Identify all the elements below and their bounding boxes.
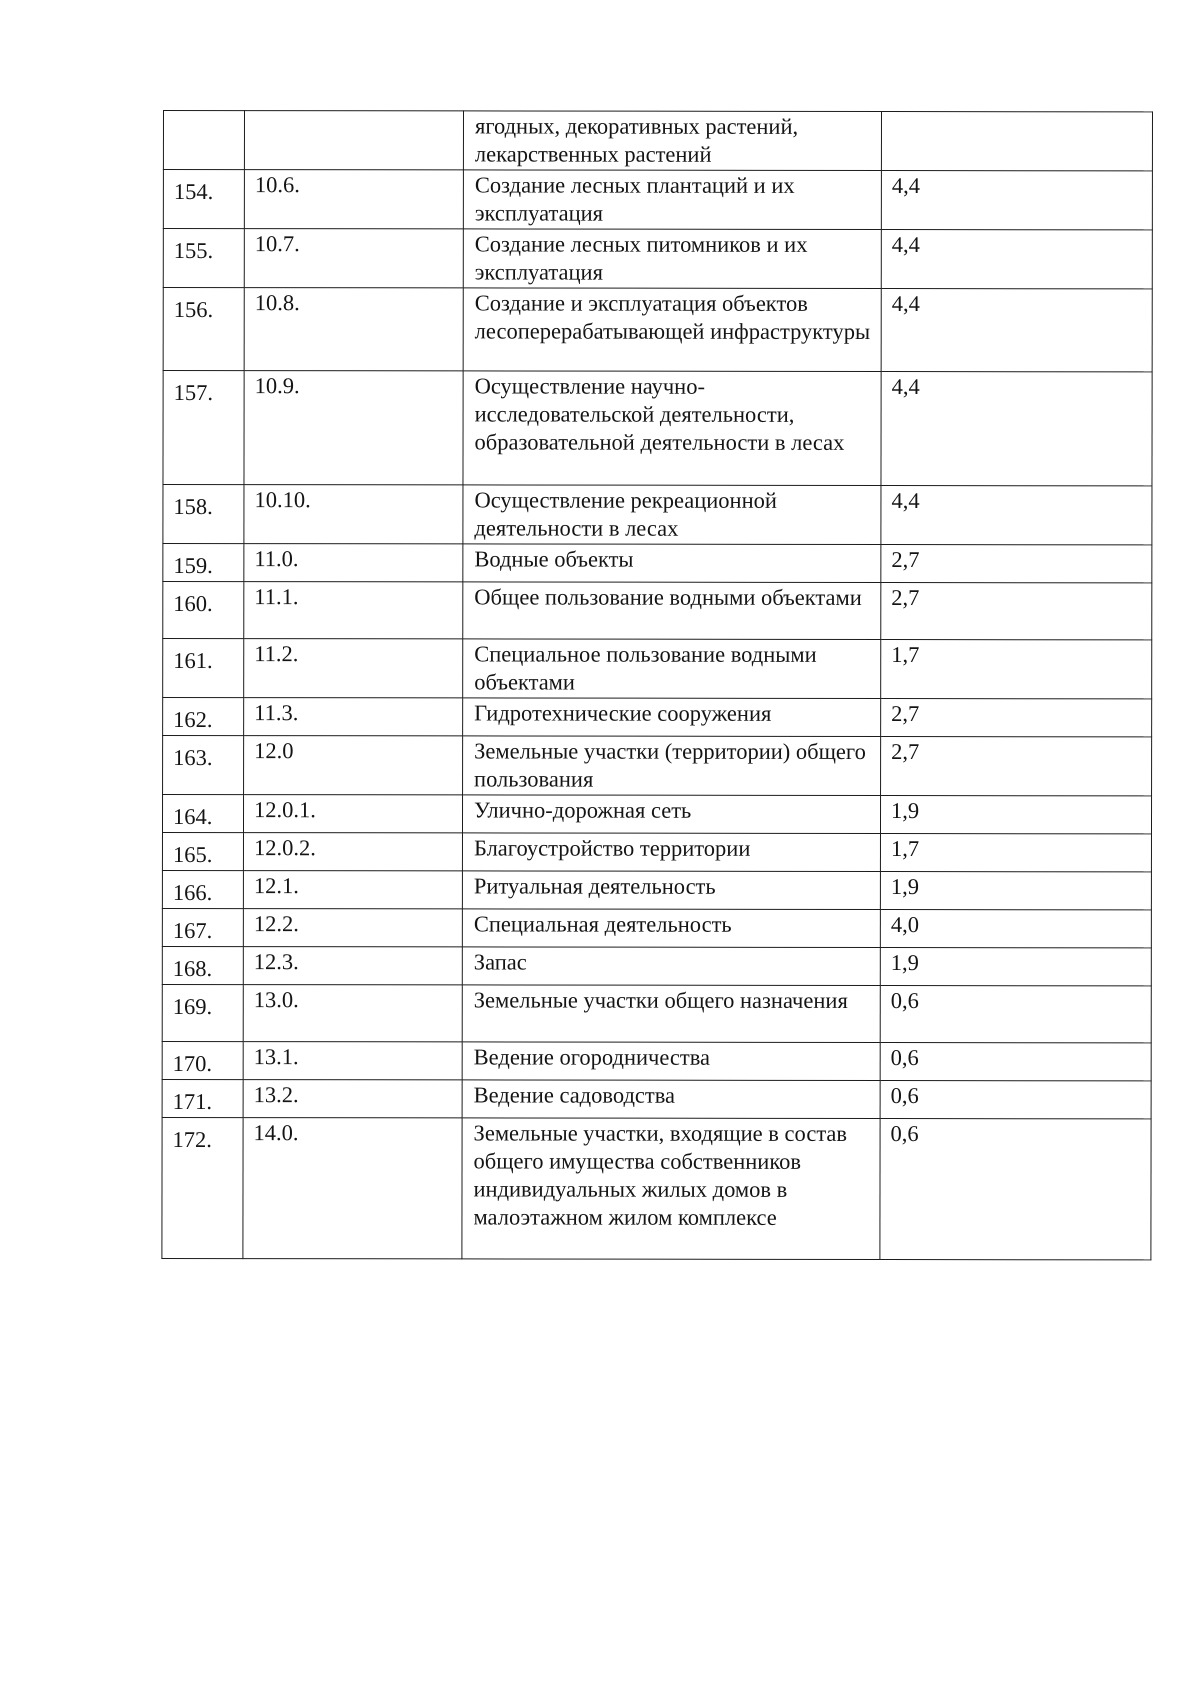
description-cell: Гидротехнические сооружения (463, 698, 881, 737)
table-row (163, 582, 1152, 640)
table-row (163, 639, 1152, 699)
row-number-cell: 159. (163, 544, 244, 582)
description-cell: Водные объекты (463, 544, 881, 583)
table-row (163, 544, 1152, 583)
code-cell: 10.9. (244, 371, 463, 485)
coefficient-cell: 4,4 (881, 230, 1152, 289)
coefficient-cell: 0,6 (880, 986, 1151, 1043)
row-number-cell: 170. (162, 1041, 243, 1079)
code-cell: 12.0.2. (243, 833, 462, 871)
description-cell: Земельные участки (территории) общего пользования (463, 736, 881, 796)
coefficient-cell: 0,6 (880, 1043, 1151, 1081)
table-row (162, 946, 1151, 985)
code-cell: 10.10. (244, 485, 463, 544)
code-cell: 13.0. (243, 985, 462, 1042)
description-cell: Создание лесных плантаций и их эксплуатация (463, 170, 881, 230)
coefficient-cell: 4,4 (881, 486, 1152, 545)
coefficient-cell: 1,7 (881, 640, 1152, 699)
row-number-cell: 166. (162, 870, 243, 908)
row-number-cell: 157. (163, 371, 244, 485)
coefficient-cell: 1,9 (880, 948, 1151, 986)
row-number-cell: 171. (162, 1079, 243, 1117)
code-cell: 13.1. (243, 1042, 462, 1080)
row-number-cell: 156. (163, 288, 244, 371)
code-cell: 10.6. (244, 170, 463, 229)
land-use-table (161, 110, 1153, 1260)
row-number-cell: 169. (162, 984, 243, 1041)
row-number-cell: 168. (162, 946, 243, 984)
code-cell: 14.0. (243, 1118, 462, 1259)
code-cell: 11.1. (244, 582, 463, 639)
coefficient-cell (881, 112, 1152, 171)
description-cell: Осуществление рекреационной деятельности в лесах (463, 485, 881, 545)
coefficient-cell: 2,7 (881, 699, 1152, 737)
coefficient-cell: 2,7 (881, 583, 1152, 640)
description-cell: Ведение садоводства (462, 1080, 880, 1119)
row-number-cell: 161. (163, 639, 244, 698)
code-cell: 12.1. (243, 871, 462, 909)
table-row (163, 288, 1152, 372)
table-row (163, 170, 1152, 230)
code-cell: 13.2. (243, 1080, 462, 1118)
row-number-cell: 163. (163, 736, 244, 795)
description-cell: Создание и эксплуатация объектов лесоперерабатывающей инфраструктуры (463, 288, 881, 372)
row-number-cell: 164. (162, 795, 243, 833)
row-number-cell: 155. (163, 229, 244, 288)
row-number-cell: 172. (162, 1117, 243, 1258)
coefficient-cell: 4,4 (881, 171, 1152, 230)
description-cell: Запас (462, 947, 880, 986)
code-cell: 11.2. (244, 639, 463, 698)
table-row (162, 908, 1151, 947)
table-row (162, 984, 1151, 1042)
code-cell (244, 111, 463, 170)
description-cell: ягодных, декоративных растений, лекарственных растений (463, 111, 881, 171)
code-cell: 11.0. (244, 544, 463, 582)
coefficient-cell: 4,4 (881, 289, 1152, 372)
table-row (162, 870, 1151, 909)
coefficient-cell: 0,6 (880, 1081, 1151, 1119)
table-row (162, 1079, 1151, 1118)
row-number-cell: 167. (162, 908, 243, 946)
table-row (162, 1041, 1151, 1080)
coefficient-cell: 4,0 (880, 910, 1151, 948)
coefficient-cell: 1,7 (880, 834, 1151, 872)
coefficient-cell: 1,9 (880, 872, 1151, 910)
description-cell: Земельные участки, входящие в состав общего имущества собственников индивидуальных жилых домов в малоэтажном жилом комплексе (462, 1118, 880, 1260)
table-row (163, 111, 1152, 171)
code-cell: 10.8. (244, 288, 463, 371)
table-row (163, 485, 1152, 545)
code-cell: 12.0 (244, 736, 463, 795)
row-number-cell: 165. (162, 833, 243, 871)
table-row (162, 795, 1151, 834)
description-cell: Ритуальная деятельность (462, 871, 880, 910)
description-cell: Земельные участки общего назначения (462, 985, 880, 1043)
table-row (163, 736, 1152, 796)
description-cell: Осуществление научно-исследовательской деятельности, образовательной деятельности в лесах (463, 371, 881, 486)
row-number-cell: 162. (163, 698, 244, 736)
code-cell: 12.0.1. (243, 795, 462, 833)
table-row (162, 833, 1151, 872)
table-row (163, 698, 1152, 737)
code-cell: 12.2. (243, 909, 462, 947)
table-body (162, 111, 1153, 1260)
coefficient-cell: 2,7 (881, 737, 1152, 796)
code-cell: 11.3. (244, 698, 463, 736)
row-number-cell (163, 111, 244, 170)
coefficient-cell: 4,4 (881, 372, 1152, 486)
row-number-cell: 160. (163, 582, 244, 639)
description-cell: Специальная деятельность (462, 909, 880, 948)
coefficient-cell: 0,6 (880, 1119, 1151, 1260)
code-cell: 12.3. (243, 947, 462, 985)
row-number-cell: 158. (163, 485, 244, 544)
description-cell: Общее пользование водными объектами (463, 582, 881, 640)
description-cell: Благоустройство территории (462, 833, 880, 872)
coefficient-cell: 2,7 (881, 545, 1152, 583)
table-row (163, 371, 1152, 486)
description-cell: Создание лесных питомников и их эксплуатация (463, 229, 881, 289)
coefficient-cell: 1,9 (880, 796, 1151, 834)
table-row (162, 1117, 1151, 1259)
description-cell: Улично-дорожная сеть (462, 795, 880, 834)
code-cell: 10.7. (244, 229, 463, 288)
row-number-cell: 154. (163, 170, 244, 229)
description-cell: Ведение огородничества (462, 1042, 880, 1081)
description-cell: Специальное пользование водными объектами (463, 639, 881, 699)
table-row (163, 229, 1152, 289)
